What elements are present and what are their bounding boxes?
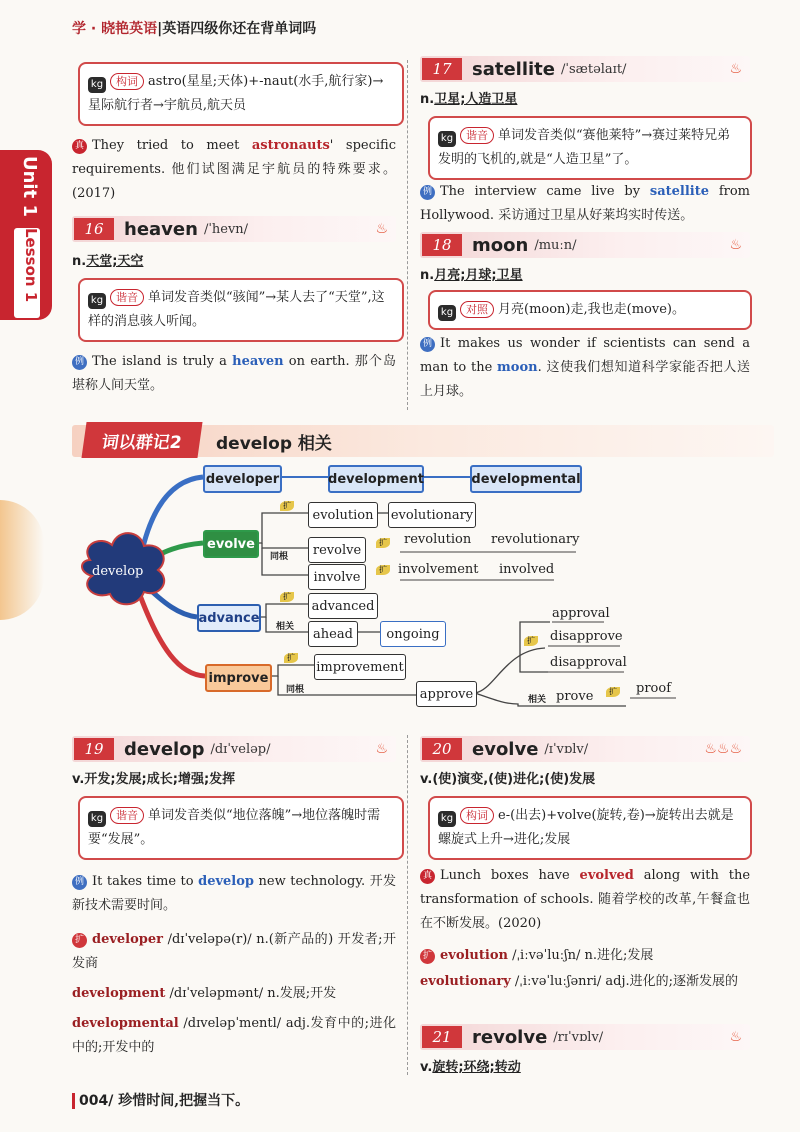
leaf-tag-kuo: 扩 — [606, 687, 620, 697]
part-of-speech: v. — [420, 772, 433, 787]
leaf-tag-kuo: 扩 — [284, 653, 298, 663]
tip-box-evolve — [428, 796, 752, 860]
tip-text: 月亮(moon)走,我也走(move)。 — [498, 302, 685, 317]
meaning: (使)演变,(使)进化;(使)发展 — [432, 772, 596, 787]
tip-tag: 构词 — [460, 807, 494, 824]
example-icon: 例 — [420, 185, 435, 200]
tip-text: e-(出去)+volve(旋转,卷)→旋转出去就是螺旋式上升→进化;发展 — [438, 808, 734, 847]
example-highlight: develop — [198, 874, 255, 889]
word-bar-develop — [72, 736, 396, 762]
meaning: 月亮;月球;卫星 — [434, 268, 523, 283]
example-develop — [72, 870, 396, 918]
node-involvement: involvement — [398, 562, 479, 577]
example-text: The interview came live by — [440, 184, 650, 199]
phonetic: /dɪˈveləp/ — [210, 741, 271, 757]
word-number: 21 — [422, 1026, 462, 1048]
derivative-developer — [72, 928, 396, 976]
meaning: 开发;发展;成长;增强;发挥 — [84, 772, 236, 787]
node-revolve: revolve — [308, 537, 366, 563]
node-ongoing: ongoing — [380, 621, 446, 647]
node-developer: developer — [203, 465, 282, 493]
headword: evolve — [472, 738, 539, 760]
derivative-development — [72, 982, 396, 1006]
leaf-tag-kuo: 扩 — [280, 592, 294, 602]
example-text: It makes us wonder if scientists can send a man to the — [420, 336, 750, 375]
node-prove: prove — [556, 689, 594, 704]
section-title: develop 相关 — [216, 434, 332, 454]
leaf-tag-kuo: 扩 — [376, 538, 390, 548]
node-ahead: ahead — [308, 621, 358, 647]
word-number: 19 — [74, 738, 114, 760]
word-number: 20 — [422, 738, 462, 760]
leaf-tag-kuo: 扩 — [376, 565, 390, 575]
tag-xiangguan: 相关 — [276, 622, 295, 632]
node-improve: improve — [205, 664, 272, 692]
section-badge: 词以群记2 — [81, 422, 202, 458]
extend-icon: 扩 — [420, 949, 435, 964]
real-exam-icon: 真 — [72, 139, 87, 154]
node-revolution: revolution — [404, 532, 472, 547]
derivative-text: /ˌiːvəˈluːʃənri/ adj.进化的;逐渐发展的 — [510, 974, 739, 989]
leaf-tag-kuo: 扩 — [280, 501, 294, 511]
derivative-developmental — [72, 1012, 396, 1060]
example-icon: 例 — [72, 875, 87, 890]
node-advanced: advanced — [308, 593, 378, 619]
word-number: 18 — [422, 234, 462, 256]
flame-icon: ♨ — [375, 741, 388, 757]
tag-tonggen: 同根 — [286, 685, 305, 695]
node-approval: approval — [552, 606, 610, 621]
unit-label: Unit 1 — [19, 156, 40, 217]
node-improvement: improvement — [314, 654, 406, 680]
node-involved: involved — [499, 562, 555, 577]
part-of-speech: v. — [72, 772, 85, 787]
node-disapprove: disapprove — [550, 629, 623, 644]
phonetic: /ɪˈvɒlv/ — [544, 741, 589, 757]
word-number: 16 — [74, 218, 114, 240]
node-development: development — [328, 465, 424, 493]
definition-develop — [72, 768, 235, 787]
part-of-speech: v. — [420, 1060, 433, 1075]
tip-tag: 构词 — [110, 73, 144, 90]
node-disapproval: disapproval — [550, 655, 627, 670]
example-text: The island is truly a — [92, 354, 233, 369]
example-text: ' specific requirements. 他们试图满足宇航员的特殊要求。(2017) — [72, 138, 396, 201]
lesson-label: Lesson 1 — [14, 228, 40, 318]
word-bar-evolve — [420, 736, 750, 762]
example-highlight: evolved — [579, 868, 634, 883]
extend-icon: 扩 — [72, 933, 87, 948]
derivative-evolutionary — [420, 970, 750, 994]
derivative-evolution — [420, 944, 750, 968]
derivative-text: /dɪˈveləpmənt/ n.发展;开发 — [165, 986, 337, 1001]
derivative-word: developmental — [72, 1016, 179, 1031]
phonetic: /muːn/ — [534, 237, 577, 253]
example-text: along with the transformation of schools. 随着学校的改革,午餐盒也在不断发展。(2020) — [420, 868, 751, 931]
headword: revolve — [472, 1026, 548, 1048]
node-developmental: developmental — [470, 465, 582, 493]
footer-motto: 珍惜时间,把握当下。 — [118, 1093, 250, 1109]
example-highlight: moon — [497, 360, 538, 375]
headword: develop — [124, 738, 205, 760]
derivative-text: /dɪveləpˈmentl/ adj.发育中的;进化中的;开发中的 — [72, 1016, 396, 1055]
tag-xiangguan: 相关 — [528, 695, 547, 705]
tip-text: 单词发音类似“赛他莱特”→赛过莱特兄弟发明的飞机的,就是“人造卫星”了。 — [438, 128, 731, 167]
example-text: new technology. 开发新技术需要时间。 — [72, 874, 396, 913]
derivative-word: evolutionary — [420, 974, 511, 989]
example-text: They tried to meet — [92, 138, 252, 153]
derivative-word: developer — [92, 932, 164, 947]
headword: heaven — [124, 218, 198, 240]
tip-tag: 谐音 — [110, 289, 144, 306]
node-evolution: evolution — [308, 502, 378, 528]
definition-evolve — [420, 768, 595, 787]
example-text: Lunch boxes have — [440, 868, 580, 883]
mindmap-center: develop — [92, 564, 144, 579]
example-text: It takes time to — [92, 874, 199, 889]
example-evolve — [420, 864, 750, 936]
flame-icon: ♨ — [375, 221, 388, 237]
flame-icon: ♨ — [729, 1029, 742, 1045]
definition-revolve — [420, 1056, 521, 1075]
node-evolutionary: evolutionary — [388, 502, 476, 528]
header-separator: | — [157, 21, 163, 37]
part-of-speech: n. — [420, 92, 435, 107]
tip-logo-icon: kg — [88, 811, 106, 827]
tip-box-develop — [78, 796, 404, 860]
node-advance: advance — [197, 604, 261, 632]
tip-tag: 对照 — [460, 301, 494, 318]
example-text: . 这使我们想知道科学家能否把人送上月球。 — [420, 360, 750, 399]
tip-tag: 谐音 — [460, 127, 494, 144]
node-proof: proof — [636, 681, 672, 696]
node-revolutionary: revolutionary — [491, 532, 580, 547]
tip-logo-icon: kg — [438, 131, 456, 147]
phonetic: /rɪˈvɒlv/ — [553, 1029, 604, 1045]
flame-icon: ♨ — [729, 61, 742, 77]
example-icon: 例 — [72, 355, 87, 370]
header-brand: 学 · 晓艳英语 — [72, 21, 158, 37]
meaning: 卫星;人造卫星 — [434, 92, 518, 107]
header-title: 英语四级你还在背单词吗 — [162, 21, 317, 37]
node-involve: involve — [308, 564, 366, 590]
example-icon: 例 — [420, 337, 435, 352]
meaning: 旋转;环绕;转动 — [432, 1060, 521, 1075]
flame-icon: ♨ — [729, 237, 742, 253]
word-bar-revolve — [420, 1024, 750, 1050]
phonetic: /ˈhevn/ — [203, 221, 249, 237]
tip-logo-icon: kg — [88, 293, 106, 309]
tip-text: astro(星星;天体)+-naut(水手,航行家)→星际航行者→宇航员,航天员 — [88, 74, 384, 113]
example-highlight: satellite — [649, 184, 709, 199]
headword: satellite — [472, 58, 555, 80]
headword: moon — [472, 234, 529, 256]
example-highlight: astronauts — [251, 138, 330, 153]
page-number: 004/ — [72, 1093, 113, 1109]
tag-tonggen: 同根 — [270, 552, 289, 562]
page-footer — [72, 1090, 249, 1110]
part-of-speech: n. — [72, 254, 87, 269]
leaf-tag-kuo: 扩 — [524, 636, 538, 646]
flame-icon: ♨♨♨ — [704, 741, 742, 757]
phonetic: /ˈsætəlaɪt/ — [561, 61, 627, 77]
tip-logo-icon: kg — [438, 305, 456, 321]
tip-logo-icon: kg — [88, 77, 106, 93]
meaning: 天堂;天空 — [86, 254, 144, 269]
part-of-speech: n. — [420, 268, 435, 283]
node-evolve: evolve — [203, 530, 259, 558]
tip-text: 单词发音类似“地位落魄”→地位落魄时需要“发展”。 — [88, 808, 381, 847]
tip-text: 单词发音类似“骇闻”→某人去了“天堂”,这样的消息骇人听闻。 — [88, 290, 385, 329]
word-number: 17 — [422, 58, 462, 80]
derivative-text: /dɪˈveləpə(r)/ n.(新产品的) 开发者;开发商 — [72, 932, 396, 971]
tip-logo-icon: kg — [438, 811, 456, 827]
derivative-word: development — [72, 986, 166, 1001]
real-exam-icon: 真 — [420, 869, 435, 884]
derivative-word: evolution — [440, 948, 508, 963]
derivative-text: /ˌiːvəˈluːʃn/ n.进化;发展 — [507, 948, 654, 963]
tip-tag: 谐音 — [110, 807, 144, 824]
example-highlight: heaven — [232, 354, 284, 369]
node-approve: approve — [416, 681, 477, 707]
example-text: from Hollywood. 采访通过卫星从好莱坞实时传送。 — [420, 184, 750, 223]
example-text: on earth. 那个岛堪称人间天堂。 — [72, 354, 396, 393]
